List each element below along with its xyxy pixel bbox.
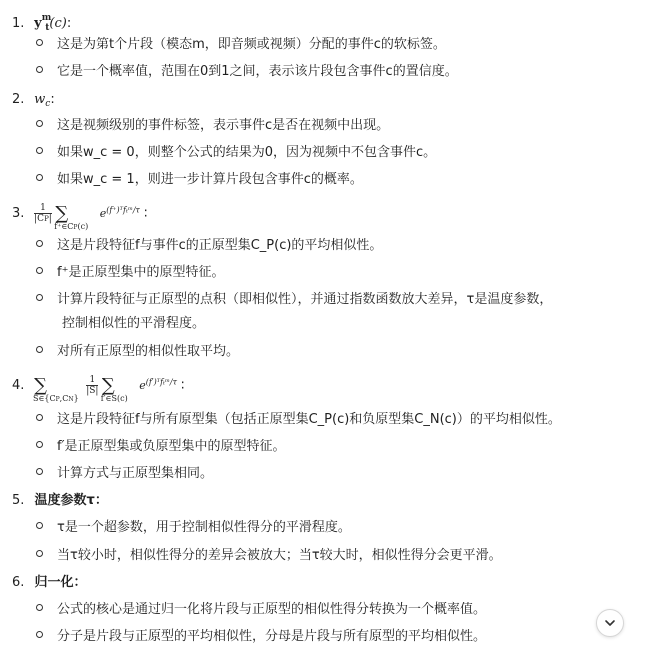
bullet-icon (36, 66, 43, 73)
list-item-5-bullet-1: τ是一个超参数，用于控制相似性得分的平滑程度。 (36, 518, 351, 538)
formula-all-similarity: $\sum_{S\in\{CP,CN\}}$ 1 |S| $\sum_{f'\in S(c)}$ $e^{(f')ᵀf_tᵐ/\tau}$ (33, 374, 178, 403)
list-item-2-bullet-3: 如果w_c = 1，则进一步计算片段包含事件c的概率。 (36, 170, 363, 190)
list-item-4-bullet-1: 这是片段特征f与所有原型集（包括正原型集C_P(c)和负原型集C_N(c)）的平均相似性。 (36, 410, 561, 430)
bullet-icon (36, 550, 43, 557)
bullet-icon (36, 346, 43, 353)
bullet-icon (36, 39, 43, 46)
list-item-6-head: 6. 归一化： (12, 575, 87, 590)
formula-positive-similarity: 1 |CP| $\sum_{f^+\in CP(c)}$ $e^{(f^+)ᵀf_tᵐ/\tau}$ (34, 202, 140, 231)
list-item-5-bullet-2: 当τ较小时，相似性得分的差异会被放大；当τ较大时，相似性得分会更平滑。 (36, 546, 502, 566)
list-item-4-bullet-3: 计算方式与正原型集相同。 (36, 464, 213, 484)
list-item-1-bullet-1: 这是为第t个片段（模态m，即音频或视频）分配的事件c的软标签。 (36, 35, 446, 55)
bullet-icon (36, 294, 43, 301)
chevron-down-icon (604, 617, 616, 629)
bullet-icon (36, 522, 43, 529)
list-item-1-bullet-2: 它是一个概率值，范围在0到1之间，表示该片段包含事件c的置信度。 (36, 62, 458, 82)
list-item-2-head: 2. $w_c$: (12, 92, 55, 109)
math-y-symbol: $y^m_t$ (34, 13, 52, 33)
list-item-1-head: 1. $y^m_t(c)$: (12, 13, 72, 33)
bullet-icon (36, 267, 43, 274)
bullet-icon (36, 441, 43, 448)
list-item-5-head: 5. 温度参数τ： (12, 493, 108, 508)
bullet-icon (36, 631, 43, 638)
bullet-icon (36, 468, 43, 475)
list-item-2-bullet-2: 如果w_c = 0，则整个公式的结果为0，因为视频中不包含事件c。 (36, 143, 436, 163)
list-item-2-bullet-1: 这是视频级别的事件标签，表示事件c是否在视频中出现。 (36, 116, 389, 136)
list-item-3-head: 3. 1 |CP| $\sum_{f^+\in CP(c)}$ $e^{(f^+)ᵀf_tᵐ/\tau}$ : (12, 202, 148, 231)
list-item-4-bullet-2: f′是正原型集或负原型集中的原型特征。 (36, 437, 286, 457)
bullet-icon (36, 174, 43, 181)
list-item-6-bullet-2: 分子是片段与正原型的平均相似性，分母是片段与所有原型的平均相似性。 (36, 627, 486, 647)
math-w-symbol: $w_c$ (34, 92, 51, 109)
bullet-icon (36, 604, 43, 611)
list-item-3-bullet-1: 这是片段特征f与事件c的正原型集C_P(c)的平均相似性。 (36, 236, 382, 256)
list-item-3-bullet-3: 计算片段特征与正原型的点积（即相似性），并通过指数函数放大差异，τ是温度参数， (36, 290, 552, 310)
scroll-down-button[interactable] (596, 609, 624, 637)
bullet-icon (36, 120, 43, 127)
list-item-4-head: 4. $\sum_{S\in\{CP,CN\}}$ 1 |S| $\sum_{f'\in S(c)}$ $e^{(f')ᵀf_tᵐ/\tau}$ : (12, 374, 185, 403)
list-item-3-bullet-2: f⁺是正原型集中的原型特征。 (36, 263, 224, 283)
bullet-icon (36, 147, 43, 154)
bullet-icon (36, 240, 43, 247)
list-item-3-bullet-4: 对所有正原型的相似性取平均。 (36, 342, 239, 362)
bullet-icon (36, 414, 43, 421)
list-item-6-bullet-1: 公式的核心是通过归一化将片段与正原型的相似性得分转换为一个概率值。 (36, 600, 486, 620)
list-item-3-bullet-3-cont: 控制相似性的平滑程度。 (62, 316, 206, 331)
